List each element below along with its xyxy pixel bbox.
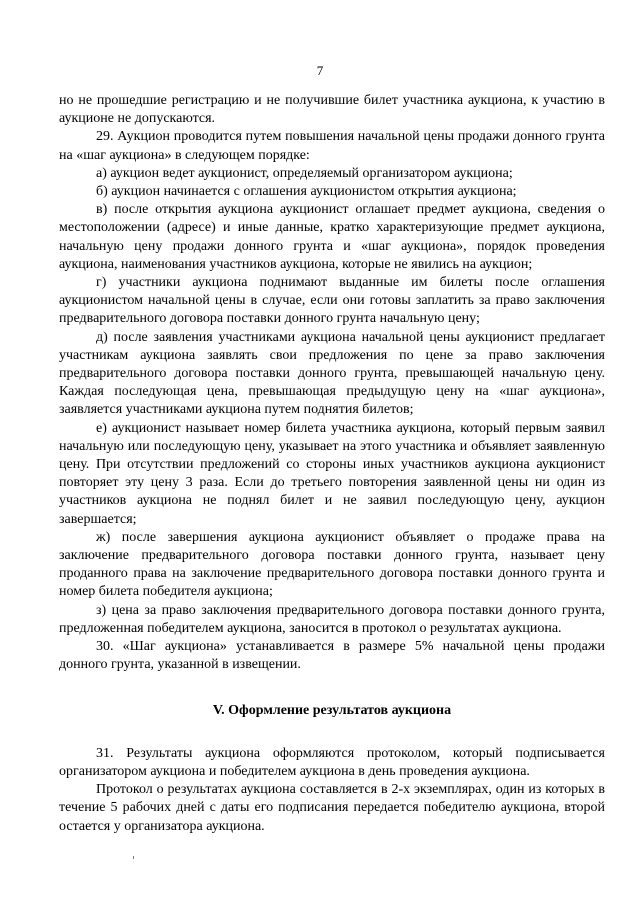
scan-artifact bbox=[133, 856, 134, 859]
paragraph-protocol: Протокол о результатах аукциона составляется в 2-х экземплярах, один из которых в течение 5 рабочих дней с даты его подписания передается победителю аукциона, второй остается у организатора аукциона. bbox=[59, 782, 605, 834]
list-item-b: б) аукцион начинается с оглашения аукционистом открытия аукциона; bbox=[96, 184, 517, 200]
page-number: 7 bbox=[316, 63, 324, 78]
list-item-d: д) после заявления участниками аукциона начальной цены аукционист предлагает участникам аукциона заявлять свои предложения по цене за право заключения предварительного договора поставки донного грунта, превышающей начальную цену. Каждая последующая цена, превышающая предыдущую цену на «шаг аукциона», заявляется участниками аукциона путем поднятия билетов; bbox=[59, 329, 605, 418]
list-item-a: а) аукцион ведет аукционист, определяемый организатором аукциона; bbox=[96, 165, 513, 181]
list-item-zh: ж) после завершения аукциона аукционист объявляет о продаже права на заключение предварительного договора поставки донного грунта, называет цену проданного права на заключение предварительного договора поставки донного грунта и номер билета победителя аукциона; bbox=[59, 529, 605, 600]
list-item-e: е) аукционист называет номер билета участника аукциона, который первым заявил начальную или последующую цену, указывает на этого участника и объявляет заявленную цену. При отсутствии предложений со стороны иных участников аукциона аукционист повторяет эту цену 3 раза. Если до третьего повторения заявленной цены ни один из участников аукциона не поднял билет и не заявил последующую цену, аукцион завершается; bbox=[59, 420, 605, 527]
list-item-z: з) цена за право заключения предварительного договора поставки донного грунта, предложенная победителем аукциона, заносится в протокол о результатах аукциона. bbox=[59, 602, 605, 636]
paragraph-29: 29. Аукцион проводится путем повышения начальной цены продажи донного грунта на «шаг аукциона» в следующем порядке: bbox=[59, 129, 605, 163]
list-item-g: г) участники аукциона поднимают выданные им билеты после оглашения аукционистом начальной цены в случае, если они готовы заплатить за право заключения предварительного договора поставки донного грунта начальную цену; bbox=[59, 275, 605, 327]
section-title: V. Оформление результатов аукциона bbox=[212, 702, 452, 718]
paragraph-30: 30. «Шаг аукциона» устанавливается в размере 5% начальной цены продажи донного грунта, указанной в извещении. bbox=[59, 639, 605, 673]
paragraph-31: 31. Результаты аукциона оформляются протоколом, который подписывается организатором аукциона и победителем аукциона в день проведения аукциона. bbox=[59, 745, 605, 779]
list-item-v: в) после открытия аукциона аукционист оглашает предмет аукциона, сведения о местоположении (адресе) и иные данные, кратко характеризующие предмет аукциона, начальную цену продажи донного грунта и «шаг аукциона», порядок проведения аукциона, наименования участников аукциона, которые не явились на аукцион; bbox=[59, 202, 605, 272]
paragraph-continuation: но не прошедшие регистрацию и не получившие билет участника аукциона, к участию в аукционе не допускаются. bbox=[59, 93, 605, 127]
document-body bbox=[59, 92, 605, 836]
